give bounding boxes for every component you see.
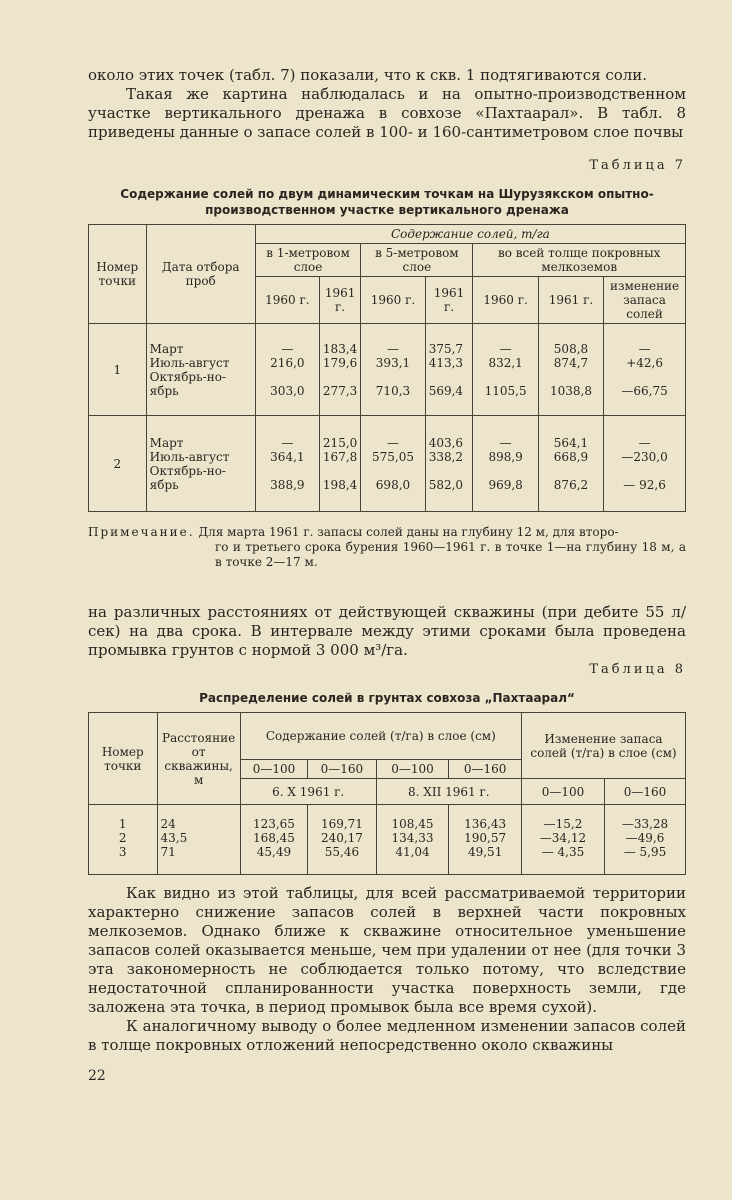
t8-header-c2: 0—160 xyxy=(605,779,686,805)
paragraph-bottom-1: Как видно из этой таблицы, для всей рассматриваемой территории характерно снижение запасов солей в верхней части покровных мелкоземов. Однако ближе к скважине относительное уменьшение запасов солей оказывается меньше, чем при удалении от нее (для точки 3 эта закономерность не соблюдается только потому, что вследствие недостаточной спланированности участка поверхность земли, где заложена эта точка, в период промывок была все время сухой). xyxy=(88,884,686,1016)
t7-r2-l1-1961-1: 215,0 xyxy=(322,435,358,450)
table-row xyxy=(89,324,686,416)
t7-header-whole: во всей толще покровных мелкоземов xyxy=(473,244,686,277)
table7-note-rest: го и третьего срока бурения 1960—1961 г. в точке 1—на глубину 18 м, а в точке 2—17 м. xyxy=(215,540,686,569)
t8-point-3: 3 xyxy=(118,845,127,859)
t7-r2-date-4: ябрь xyxy=(149,477,179,492)
table8 xyxy=(88,712,686,875)
t8-point-1: 1 xyxy=(118,817,127,831)
t7-r2-change-2: —230,0 xyxy=(621,449,668,464)
t8-header-change: Изменение запаса солей (т/га) в слое (см) xyxy=(521,713,685,779)
t7-r1-change-2: +42,6 xyxy=(626,355,663,370)
paragraph-middle: на различных расстояниях от действующей скважины (при дебите 55 л/сек) на два срока. В интервале между этими сроками была проведена промывка грунтов с нормой 3 000 м³/га. xyxy=(88,603,686,659)
t7-header-l1-1960: 1960 г. xyxy=(255,277,319,324)
t7-r2-l5-1961-3: 582,0 xyxy=(428,477,464,492)
table7-note xyxy=(88,525,686,570)
t8-c-2: 134,33 xyxy=(391,831,434,845)
t7-r2-l5-1961-2: 338,2 xyxy=(428,449,464,464)
t7-r1-l5-1961-3: 569,4 xyxy=(428,383,464,398)
table7-caption: Содержание солей по двум динамическим точкам на Шурузякском опытно-производственном участке вертикального дренажа xyxy=(120,187,654,217)
t7-r1-w-1961-2: 874,7 xyxy=(553,355,589,370)
table7-note-head: Примечание. xyxy=(88,525,195,539)
t8-header-date1: 6. X 1961 г. xyxy=(240,779,376,805)
t8-a-3: 45,49 xyxy=(256,845,292,859)
t7-r2-l1-1960-3: 388,9 xyxy=(270,477,305,492)
t7-r2-w-1961-2: 668,9 xyxy=(553,449,589,464)
table8-caption: Распределение солей в грунтах совхоза „Пахтаарал“ xyxy=(199,691,575,705)
t8-f-3: — 5,95 xyxy=(623,845,667,859)
t8-header-dist: Расстояние от скважины, м xyxy=(157,713,240,805)
t7-r1-w-1960-3: 1105,5 xyxy=(484,383,527,398)
t7-r2-w-1960-2: 898,9 xyxy=(488,449,523,464)
t7-r1-change-1: — xyxy=(638,341,651,356)
t7-r1-l1-1961-3: 277,3 xyxy=(322,383,358,398)
t7-header-w-1961: 1961 г. xyxy=(538,277,603,324)
t7-header-content: Содержание солей, т/га xyxy=(255,225,685,244)
t7-r2-l1-1960-1: — xyxy=(281,435,294,450)
t7-r2-date-3: Октябрь-но- xyxy=(149,463,226,478)
t7-r1-l5-1960-2: 393,1 xyxy=(375,355,411,370)
t8-dist-1: 24 xyxy=(160,817,176,831)
t7-r1-point: 1 xyxy=(89,324,147,416)
t7-r2-date-2: Июль-август xyxy=(149,449,230,464)
table7-note-line1: Для марта 1961 г. запасы солей даны на глубину 12 м, для второ- xyxy=(198,525,619,539)
t7-r2-change-1: — xyxy=(638,435,651,450)
t8-a-2: 168,45 xyxy=(252,831,295,845)
t8-c-1: 108,45 xyxy=(391,817,434,831)
t7-r1-l1-1961-2: 179,6 xyxy=(322,355,358,370)
t8-b-3: 55,46 xyxy=(324,845,360,859)
t7-r1-l1-1960-2: 216,0 xyxy=(270,355,305,370)
paragraph-top-line2: Такая же картина наблюдалась и на опытно-производственном участке вертикального дренажа в совхозе «Пахтаарал». В табл. 8 приведены данные о запасе солей в 100- и 160-сантиметровом слое почвы xyxy=(88,85,686,141)
table-row xyxy=(89,416,686,512)
t8-dist-2: 43,5 xyxy=(160,831,188,845)
paragraph-top xyxy=(88,66,686,142)
t7-header-l1-1961: 1961 г. xyxy=(319,277,360,324)
t7-r2-change-3: — 92,6 xyxy=(623,477,666,492)
t7-header-l5-1960: 1960 г. xyxy=(361,277,425,324)
t8-f-2: —49,6 xyxy=(625,831,665,845)
t7-header-change: изменение запаса солей xyxy=(604,277,686,324)
t7-header-l5-1961: 1961 г. xyxy=(425,277,473,324)
t8-d-1: 136,43 xyxy=(464,817,507,831)
t7-header-point: Номер точки xyxy=(89,225,147,324)
t7-r1-l5-1960-1: — xyxy=(386,341,399,356)
t7-r2-w-1960-1: — xyxy=(499,435,512,450)
t7-r1-l1-1960-3: 303,0 xyxy=(270,383,305,398)
t8-b-2: 240,17 xyxy=(320,831,363,845)
table8-label: Таблица 8 xyxy=(589,662,686,677)
t7-r1-w-1961-1: 508,8 xyxy=(553,341,589,356)
t8-header-d3: 0—100 xyxy=(376,760,449,779)
t8-header-d4: 0—160 xyxy=(449,760,522,779)
t8-d-2: 190,57 xyxy=(464,831,507,845)
t7-r1-l1-1961-1: 183,4 xyxy=(322,341,358,356)
t7-r2-w-1960-3: 969,8 xyxy=(488,477,523,492)
t7-r2-l5-1961-1: 403,6 xyxy=(428,435,464,450)
t8-header-c1: 0—100 xyxy=(521,779,604,805)
t8-e-1: —15,2 xyxy=(543,817,583,831)
t8-e-2: —34,12 xyxy=(539,831,587,845)
t8-d-3: 49,51 xyxy=(467,845,503,859)
t8-c-3: 41,04 xyxy=(395,845,430,859)
table7 xyxy=(88,224,686,512)
t7-r1-w-1960-2: 832,1 xyxy=(488,355,523,370)
table-row xyxy=(89,805,686,875)
t7-r1-l5-1961-1: 375,7 xyxy=(428,341,464,356)
t7-r2-date-1: Март xyxy=(149,435,184,450)
t7-r1-date-4: ябрь xyxy=(149,383,179,398)
t7-header-w-1960: 1960 г. xyxy=(473,277,538,324)
t7-r2-w-1961-1: 564,1 xyxy=(553,435,589,450)
t8-a-1: 123,65 xyxy=(252,817,295,831)
t7-r2-l5-1960-1: — xyxy=(386,435,399,450)
t8-f-1: —33,28 xyxy=(621,817,669,831)
t7-r2-point: 2 xyxy=(89,416,147,512)
t7-r1-l1-1960-1: — xyxy=(281,341,294,356)
t8-header-date2: 8. XII 1961 г. xyxy=(376,779,521,805)
t8-header-point: Номер точки xyxy=(89,713,158,805)
t7-r2-l1-1961-2: 167,8 xyxy=(322,449,358,464)
t7-r2-l5-1960-2: 575,05 xyxy=(371,449,414,464)
t7-r1-l5-1960-3: 710,3 xyxy=(375,383,411,398)
t8-header-content: Содержание солей (т/га) в слое (см) xyxy=(240,713,521,760)
t7-r1-w-1960-1: — xyxy=(499,341,512,356)
paragraph-top-line1: около этих точек (табл. 7) показали, что к скв. 1 подтягиваются соли. xyxy=(88,66,648,84)
t7-r2-l5-1960-3: 698,0 xyxy=(375,477,411,492)
page-number: 22 xyxy=(88,1068,106,1084)
paragraph-bottom-2: К аналогичному выводу о более медленном изменении запасов солей в толще покровных отложений непосредственно около скважины xyxy=(88,1017,686,1054)
t7-header-layer5: в 5-метровом слое xyxy=(361,244,473,277)
paragraph-bottom xyxy=(88,884,686,1055)
t8-header-d2: 0—160 xyxy=(308,760,377,779)
t7-r1-change-3: —66,75 xyxy=(621,383,668,398)
t8-header-d1: 0—100 xyxy=(240,760,307,779)
t8-e-3: — 4,35 xyxy=(541,845,585,859)
t7-r1-w-1961-3: 1038,8 xyxy=(549,383,592,398)
t8-b-1: 169,71 xyxy=(320,817,363,831)
t7-header-date: Дата отбора проб xyxy=(146,225,255,324)
t7-r1-date-1: Март xyxy=(149,341,184,356)
t7-r2-l1-1961-3: 198,4 xyxy=(322,477,358,492)
t7-header-layer1: в 1-метровом слое xyxy=(255,244,360,277)
t7-r2-l1-1960-2: 364,1 xyxy=(270,449,305,464)
t7-r1-date-3: Октябрь-но- xyxy=(149,369,226,384)
t7-r1-l5-1961-2: 413,3 xyxy=(428,355,464,370)
t8-dist-3: 71 xyxy=(160,845,176,859)
t8-point-2: 2 xyxy=(118,831,127,845)
t7-r1-date-2: Июль-август xyxy=(149,355,230,370)
t7-r2-w-1961-3: 876,2 xyxy=(553,477,589,492)
table7-label: Таблица 7 xyxy=(589,158,686,173)
